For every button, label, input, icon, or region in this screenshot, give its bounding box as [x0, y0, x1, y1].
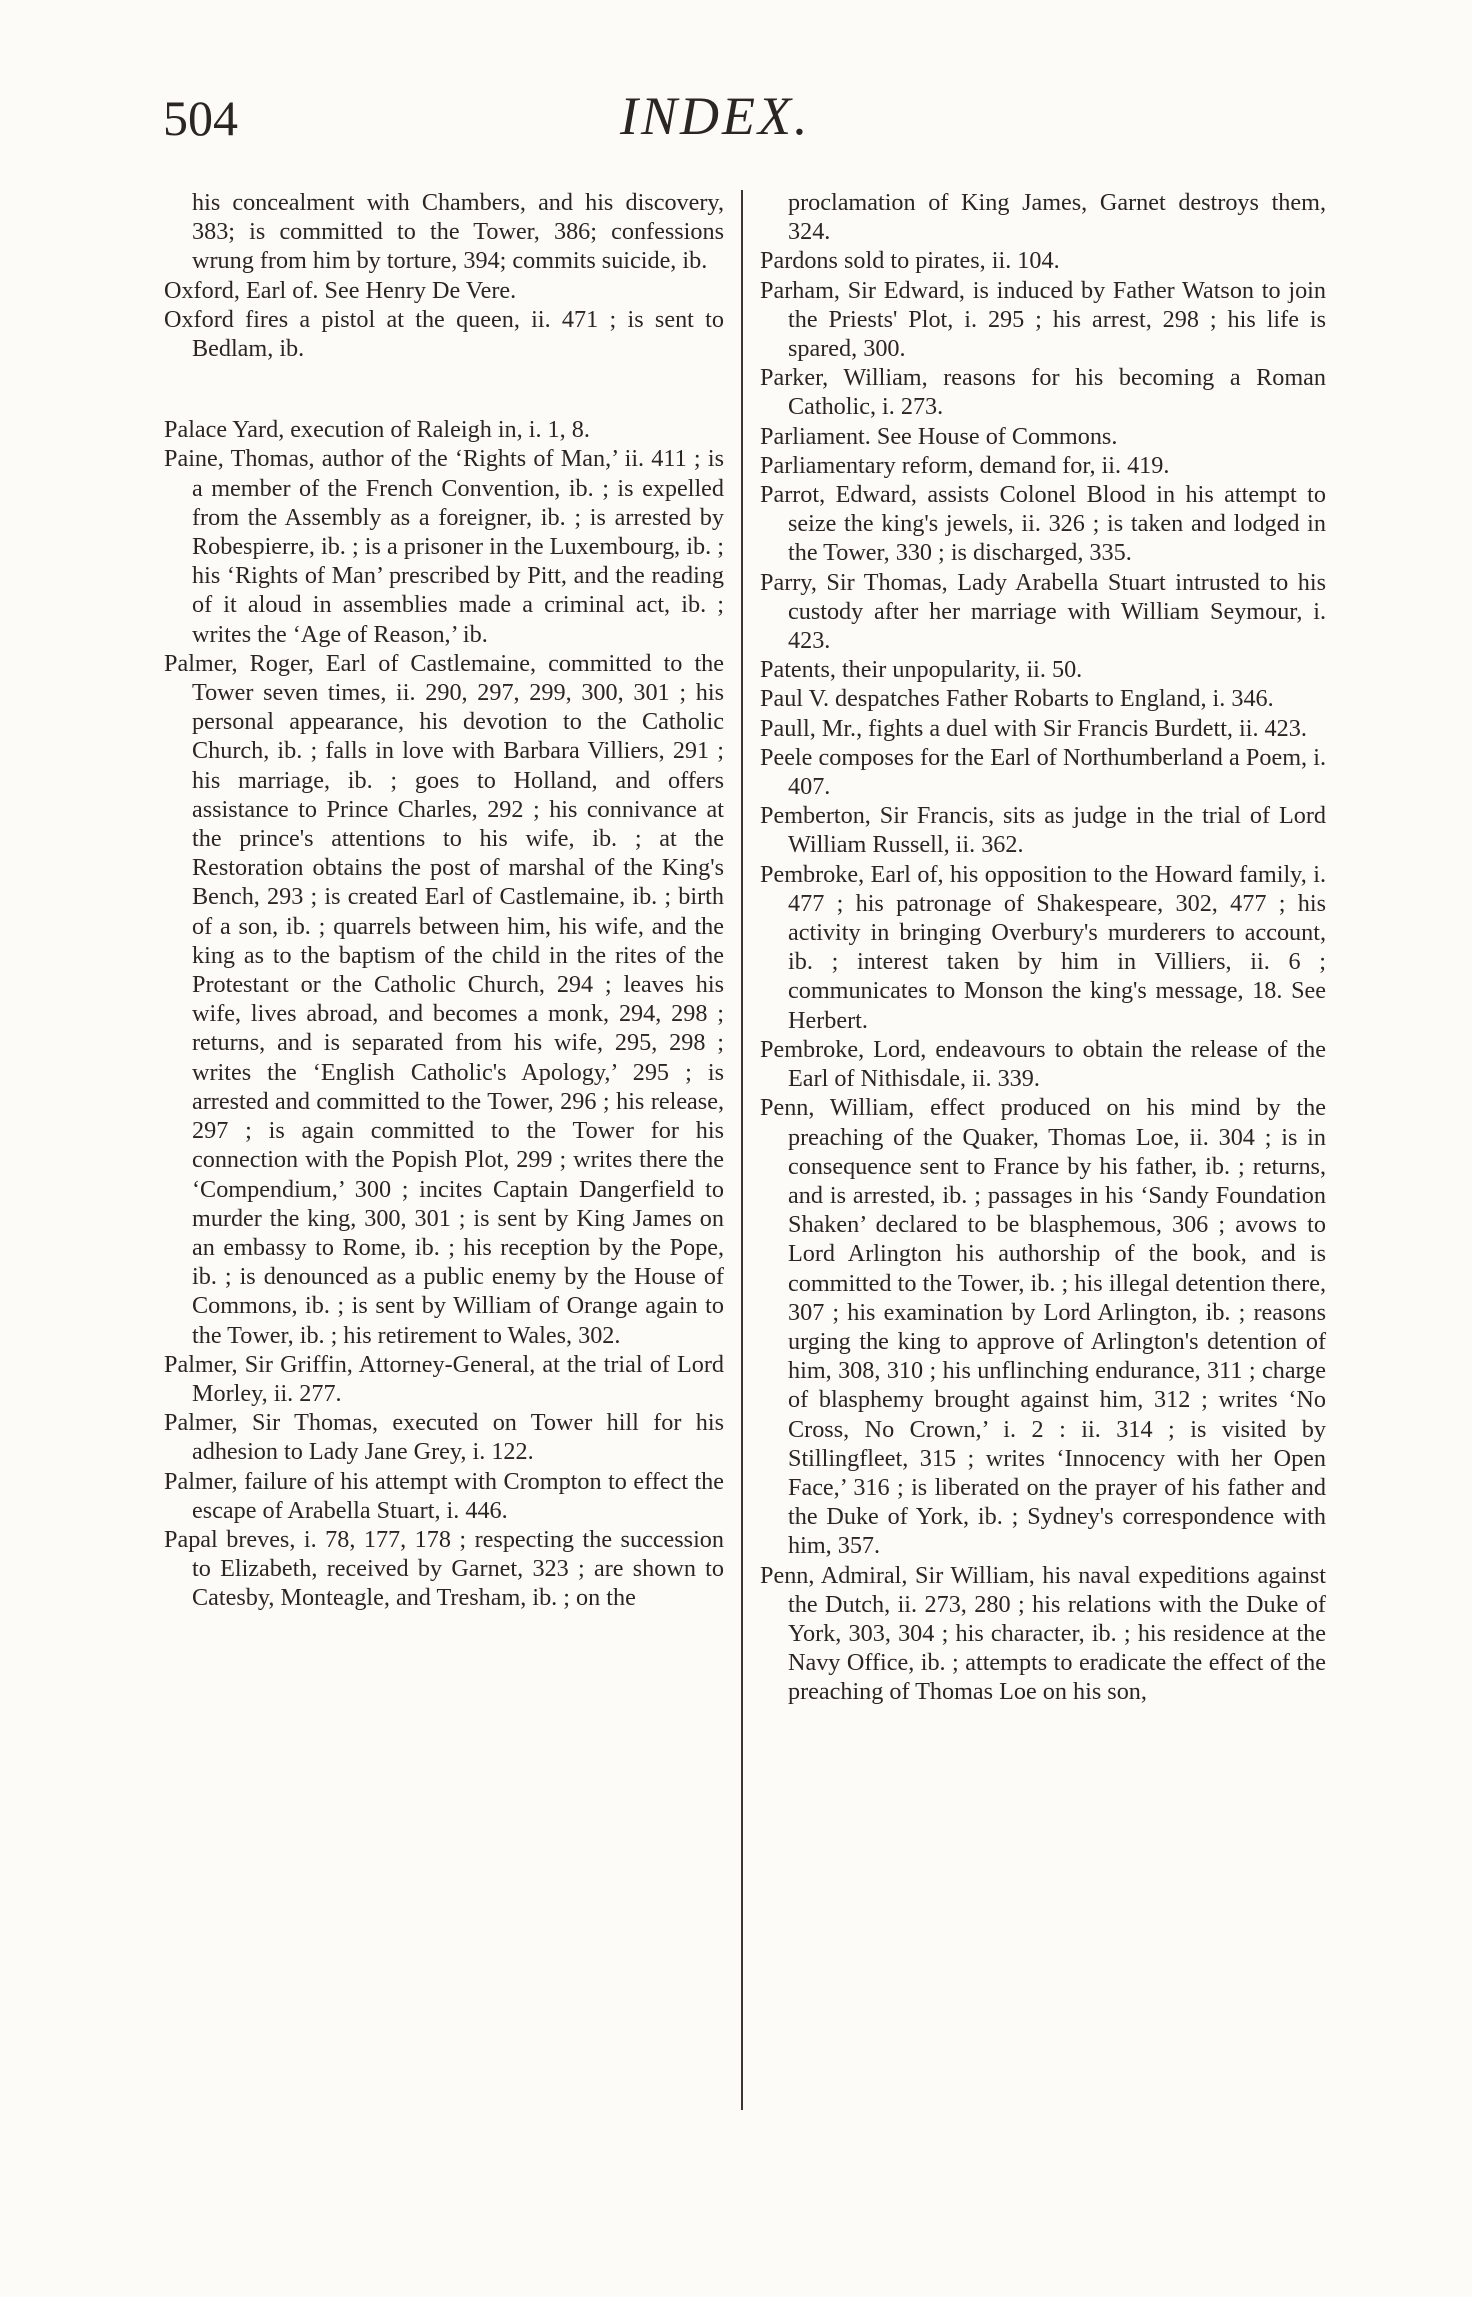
index-entry: Palmer, failure of his attempt with Crompton to effect the escape of Arabella Stuart, i. 446. [164, 1467, 724, 1524]
index-entry: Oxford, Earl of. See Henry De Vere. [164, 276, 517, 304]
index-entry: Pardons sold to pirates, ii. 104. [760, 247, 1060, 275]
page-title: INDEX. [620, 86, 811, 146]
index-entry: Patents, their unpopularity, ii. 50. [760, 656, 1083, 684]
index-entry: Paull, Mr., fights a duel with Sir Francis Burdett, ii. 423. [760, 714, 1307, 742]
page-number: 504 [163, 90, 238, 146]
index-entry: his concealment with Chambers, and his discovery, 383; is committed to the Tower, 386; confessions wrung from him by torture, 394; commits suicide, ib. [192, 189, 724, 275]
index-entry: Palmer, Roger, Earl of Castlemaine, committed to the Tower seven times, ii. 290, 297, 299, 300, 301 ; his personal appearance, his devotion to the Catholic Church, ib. ; falls in love with Barbara Villiers, 291 ; his marriage, ib. ; goes to Holland, and offers assistance to Prince Charles, 292 ; his connivance at the prince's attentions to his wife, ib. ; at the Restoration obtains the post of marshal of the King's Bench, 293 ; is created Earl of Castlemaine, ib. ; birth of a son, ib. ; quarrels between him, his wife, and the king as to the baptism of the child in the rites of the Protestant or the Catholic Church, 294 ; leaves his wife, lives abroad, and becomes a monk, 294, 298 ; returns, and is separated from his wife, 295, 298 ; writes the ‘English Catholic's Apology,’ 295 ; is arrested and committed to the Tower, 296 ; his release, 297 ; is again committed to the Tower for his connection with the Popish Plot, 299 ; writes there the ‘Compendium,’ 300 ; incites Captain Dangerfield to murder the king, 300, 301 ; is sent by King James on an embassy to Rome, ib. ; his reception by the Pope, ib. ; is denounced as a public enemy by the House of Commons, ib. ; is sent by William of Orange again to the Tower, ib. ; his retirement to Wales, 302. [164, 649, 724, 1349]
index-entry: Parham, Sir Edward, is induced by Father Watson to join the Priests' Plot, i. 295 ; his arrest, 298 ; his life is spared, 300. [760, 276, 1326, 363]
index-entry: Palmer, Sir Thomas, executed on Tower hill for his adhesion to Lady Jane Grey, i. 122. [164, 1409, 724, 1466]
index-entry: Penn, William, effect produced on his mind by the preaching of the Quaker, Thomas Loe, ii. 304 ; is in consequence sent to France by his father, ib. ; returns, and is arrested, ib. ; passages in his ‘Sandy Foundation Shaken’ declared to be blasphemous, 306 ; avows to Lord Arlington his authorship of the book, and is committed to the Tower, ib. ; his illegal detention there, 307 ; his examination by Lord Arlington, ib. ; reasons urging the king to approve of Arlington's detention of him, 308, 310 ; his unflinching endurance, 311 ; charge of blasphemy brought against him, 312 ; writes ‘No Cross, No Crown,’ i. 2 : ii. 314 ; is visited by Stillingfleet, 315 ; writes ‘Innocency with her Open Face,’ 316 ; is liberated on the prayer of his father and the Duke of York, ib. ; Sydney's correspondence with him, 357. [760, 1094, 1326, 1560]
index-entry: Parliamentary reform, demand for, ii. 419. [760, 451, 1170, 479]
index-entry: Parrot, Edward, assists Colonel Blood in his attempt to seize the king's jewels, ii. 326 ; is taken and lodged in the Tower, 330 ; is discharged, 335. [760, 481, 1326, 567]
index-entry: Pembroke, Earl of, his opposition to the Howard family, i. 477 ; his patronage of Shakespeare, 302, 477 ; his activity in bringing Overbury's murderers to account, ib. ; interest taken by him in Villiers, ii. 6 ; communicates to Monson the king's message, 18. See Herbert. [760, 860, 1326, 1034]
index-entry: proclamation of King James, Garnet destroys them, 324. [788, 189, 1326, 246]
index-column-left [164, 188, 724, 1613]
index-entry: Parry, Sir Thomas, Lady Arabella Stuart intrusted to his custody after her marriage with William Seymour, i. 423. [760, 568, 1326, 655]
section-gap [164, 363, 724, 415]
index-entry: Palace Yard, execution of Raleigh in, i. 1, 8. [164, 416, 590, 444]
column-divider [741, 190, 743, 2110]
index-entry: Paine, Thomas, author of the ‘Rights of Man,’ ii. 411 ; is a member of the French Convention, ib. ; is expelled from the Assembly as a foreigner, ib. ; is arrested by Robespierre, ib. ; is a prisoner in the Luxembourg, ib. ; his ‘Rights of Man’ prescribed by Pitt, and the reading of it aloud in assemblies made a criminal act, ib. ; writes the ‘Age of Reason,’ ib. [164, 445, 724, 648]
index-entry: Pemberton, Sir Francis, sits as judge in the trial of Lord William Russell, ii. 362. [760, 802, 1326, 859]
index-entry: Oxford fires a pistol at the queen, ii. 471 ; is sent to Bedlam, ib. [164, 305, 724, 363]
index-entry: Palmer, Sir Griffin, Attorney-General, at the trial of Lord Morley, ii. 277. [164, 1350, 724, 1407]
index-entry: Parliament. See House of Commons. [760, 422, 1118, 450]
index-entry: Papal breves, i. 78, 177, 178 ; respecting the succession to Elizabeth, received by Garnet, 323 ; are shown to Catesby, Monteagle, and Tresham, ib. ; on the [164, 1525, 724, 1612]
index-column-right [760, 188, 1326, 1707]
index-entry: Penn, Admiral, Sir William, his naval expeditions against the Dutch, ii. 273, 280 ; his relations with the Duke of York, 303, 304 ; his character, ib. ; his residence at the Navy Office, ib. ; attempts to eradicate the effect of the preaching of Thomas Loe on his son, [760, 1561, 1326, 1706]
index-entry: Pembroke, Lord, endeavours to obtain the release of the Earl of Nithisdale, ii. 339. [760, 1035, 1326, 1093]
index-entry: Paul V. despatches Father Robarts to England, i. 346. [760, 685, 1274, 713]
index-entry: Parker, William, reasons for his becoming a Roman Catholic, i. 273. [760, 364, 1326, 421]
index-entry: Peele composes for the Earl of Northumberland a Poem, i. 407. [760, 743, 1326, 801]
